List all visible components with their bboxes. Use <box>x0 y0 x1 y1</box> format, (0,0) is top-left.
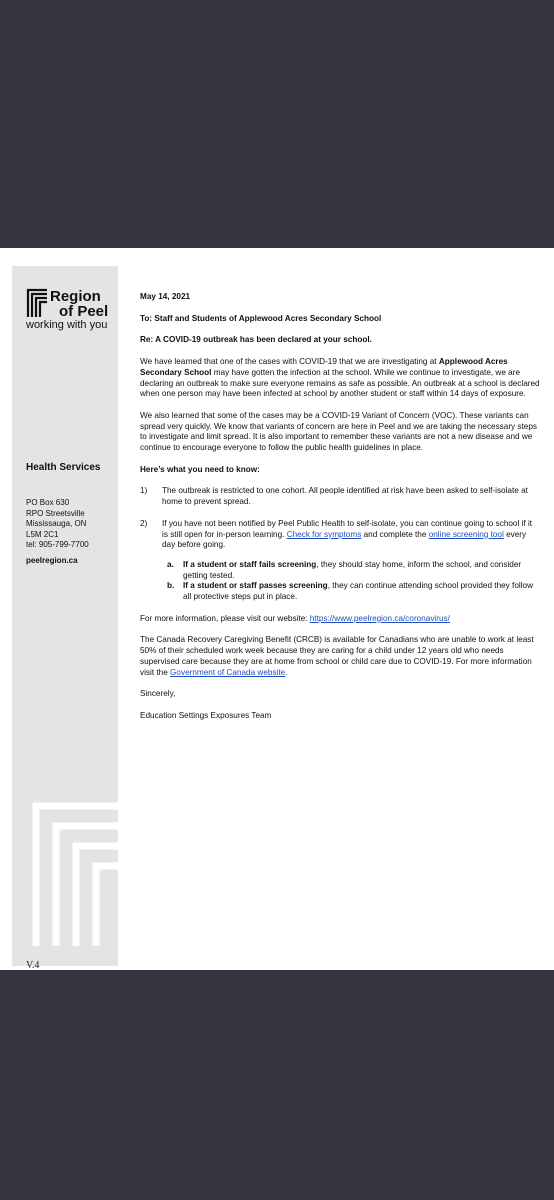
logo-tagline: working with you <box>26 319 108 331</box>
paragraph-crcb: The Canada Recovery Caregiving Benefit (CRCB) is available for Canadians who are unable to work at least 50% of their scheduled work week because they are caring for a child under 12 years old who needs supervised care because they are at home from school or child care due to COVID-19. For more information visit the Government of Canada website. <box>140 635 534 677</box>
address-line: RPO Streetsville <box>26 508 85 518</box>
peel-coronavirus-link[interactable]: https://www.peelregion.ca/coronavirus/ <box>309 613 450 623</box>
list-number: 1) <box>140 486 148 496</box>
sub-list-letter: a. <box>167 559 174 569</box>
list-text: If you have not been notified by Peel Public Health to self-isolate, you can continue going to school if it is still open for in-person learning. Check for symptoms and complete the online screening tool every day before going. <box>162 518 533 550</box>
phone-line: tel: 905-799-7700 <box>26 540 89 549</box>
online-screening-tool-link[interactable]: online screening tool <box>428 529 504 539</box>
list-item <box>140 486 540 507</box>
department-name: Health Services <box>26 462 101 473</box>
closing: Sincerely, <box>140 689 176 699</box>
paragraph-more-info: For more information, please visit our website: https://www.peelregion.ca/coronavirus/ <box>140 613 450 623</box>
version-label: V.4 <box>26 960 40 971</box>
peel-logo-icon <box>26 288 48 318</box>
website-text: peelregion.ca <box>26 556 78 565</box>
sub-list-letter: b. <box>167 581 175 591</box>
list-number: 2) <box>140 518 148 528</box>
letterhead-sidebar <box>12 266 118 971</box>
section-heading: Here’s what you need to know: <box>140 464 260 474</box>
address-line: PO Box 630 <box>26 498 70 507</box>
logo-line-2: of Peel <box>59 303 109 320</box>
address-line: L5M 2C1 <box>26 529 59 539</box>
letter-body <box>140 292 540 733</box>
logo-watermark-icon <box>26 796 132 951</box>
logo-text <box>26 288 109 332</box>
sub-list-item: a. If a student or staff fails screening, they should stay home, inform the school, and consider getting tested. <box>167 559 522 580</box>
letter-recipient: To: Staff and Students of Applewood Acres Secondary School <box>140 313 382 323</box>
list-item <box>140 519 540 551</box>
letter-page <box>0 248 554 970</box>
paragraph-variants: We also learned that some of the cases may be a COVID-19 Variant of Concern (VOC). These variants can spread very quickly. We know that variants of concern are here in Peel and we are taking the necessary steps to investigate and limit spread. It is also important to remember these variants are not a new disease and we continue to encourage everyone to follow the public health guidelines in place. <box>140 410 537 453</box>
school-name: Applewood Acres Secondary School <box>140 357 508 377</box>
address-block <box>26 498 89 551</box>
sub-list-item: b. If a student or staff passes screening, they can continue attending school provided they follow all protective steps put in place. <box>167 581 533 602</box>
government-of-canada-link[interactable]: Government of Canada website <box>170 667 286 677</box>
region-of-peel-logo <box>26 288 126 334</box>
paragraph-outbreak: We have learned that one of the cases with COVID-19 that we are investigating at Applewood Acres Secondary School may have gotten the infection at the school. While we continue to investigate, we are declaring an outbreak to make sure everyone remains as safe as possible. An outbreak at a school is declared when one person may have been infected at school by another student or staff within 14 days of exposure. <box>140 357 540 399</box>
letter-date: May 14, 2021 <box>140 292 191 301</box>
list-text: The outbreak is restricted to one cohort. All people identified at risk have been asked to self-isolate at home to prevent spread. <box>162 486 528 507</box>
signature: Education Settings Exposures Team <box>140 710 272 720</box>
logo-line-1: Region <box>50 288 101 305</box>
address-line: Mississauga, ON <box>26 519 87 528</box>
letter-subject: Re: A COVID-19 outbreak has been declared at your school. <box>140 335 372 345</box>
check-symptoms-link[interactable]: Check for symptoms <box>286 529 362 539</box>
